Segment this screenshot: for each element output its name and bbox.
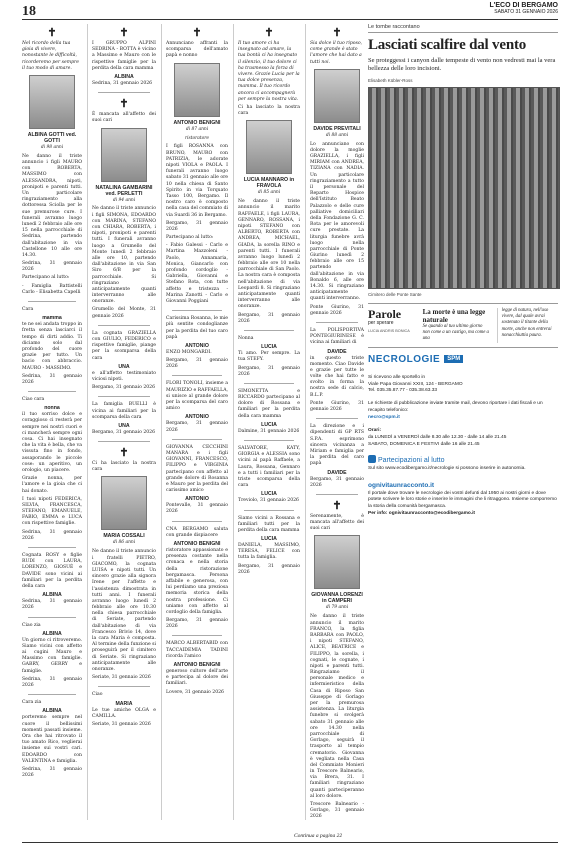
separator xyxy=(316,418,358,419)
separator xyxy=(28,694,76,695)
photo-caption: Cimitero delle Ponte Sante xyxy=(368,291,422,297)
dedication-date: Bergamo, 31 gennaio 2026 xyxy=(238,365,300,377)
deceased-role: ristoratore xyxy=(185,135,209,141)
obituary-text: Ne danno il triste annuncio i figli MAURO con ROBERTA, MASSIMO con ALESSANDRA, nipoti, pronipoti e parenti tutti. Un particolare ringraziamento alla dottoressa Sciolla per le sue premurose cure. I funerali avranno luogo lunedì 2 febbraio alle ore 15 nella parrocchiale di Sedrina, partendo dall'abitazione in via Castellone 10 alle ore 14.30. xyxy=(22,153,82,258)
cross-icon: ✝ xyxy=(192,26,202,39)
deceased-photo xyxy=(101,128,147,182)
masthead-date: SABATO 31 GENNAIO 2026 xyxy=(494,9,558,15)
hours-weekdays: da LUNEDÌ a VENERDÌ dalle 8.30 alle 12.30 - dalle 14 alle 21.45 xyxy=(368,435,507,441)
dedication-text: in questo triste momento. Ciao Davide e grazie per tutte le volte che hai fatto e svolto in forma la nostra sede di calcio, B.L.P. xyxy=(310,355,364,398)
participants-title: Partecipano al lutto: xyxy=(166,235,214,241)
separator xyxy=(244,330,294,331)
info-icon xyxy=(368,455,376,463)
separator xyxy=(28,301,76,302)
dedication-text: FLORI TONOLI, insieme a MAURIZIO e RAFFAELLA, si unisce al grande dolore per la scomparsa del caro amico xyxy=(166,381,228,412)
dedication-date: Bergamo, 31 gennaio 2026 xyxy=(166,618,228,630)
dedication-name: ALBINA xyxy=(42,630,62,637)
dedication-opening: Ciao cara xyxy=(22,397,45,403)
obituary-date: Trescore Balneario - Gorlago, 31 gennaio 2026 xyxy=(310,802,364,820)
deceased-photo xyxy=(246,120,292,174)
deceased-name: DAVIDE PREVITALI xyxy=(313,125,361,132)
dedication-date: Bergamo, 31 gennaio 2026 xyxy=(92,385,156,391)
online-requests: Le richieste di pubblicazione inviate tramite mail, devono riportare i dati fiscali e un recapito telefonico: xyxy=(368,401,543,414)
separator xyxy=(316,494,358,495)
dedication-text: SALVATORE, KATY, GIORGIA e ALESSIA sono vicini al papà Raffaele, a Laura, Rossana, Gennaro e a tutti i familiari per la triste scomparsa della cara xyxy=(238,446,300,489)
participants-list: - Fabio Galessi - Carlo e Martina Mazzoleni - Paolo, Annamaria, Monica, Giancarlo con profondo cordoglio - Gabriella, Giovanni e Stefano Rota, con tutte affetto e tristezza - Marina Zanotti - Carlo e Giovanni Poggiani xyxy=(166,243,228,304)
obituary-column-4 xyxy=(238,24,300,820)
dedication-name: ANTONIO xyxy=(185,414,209,421)
dedication-text: Carissima Rosanna, le mie più sentite condoglianze per la perdita del tuo caro papà xyxy=(166,316,228,340)
column-rule xyxy=(305,24,306,820)
dedication-name: ALBINA xyxy=(42,592,62,599)
feature-headline: Lasciati scalfire dal vento xyxy=(368,37,527,53)
obituary-text: Ne danno il triste annuncio i fratelli PIETRO, GIACOMO, la cognata LUISA e nipoti tutti. Un sincero grazie alla signora Irene per l'affetto e l'assistenza dimostrata in tutti anni. I funerali avranno luogo lunedì 2 febbraio alle ore 10.30 nella chiesa parrocchiale di Seriate, partendo dall'abitazione di via Francesco Brivio 14, dove la cara Maria è composta. Al termine della funzione si proseguirà per il cimitero di Seriate. Si ringraziano anticipatamente alle onoranze. xyxy=(92,549,156,672)
dedication-text: Ti amo. Per sempre. La tua STEFY. xyxy=(238,351,300,363)
dedication-date: Lovere, 31 gennaio 2026 xyxy=(166,689,224,695)
dedication-date: Sedrina, 31 gennaio 2026 xyxy=(22,766,82,779)
cemetery-photo xyxy=(368,87,560,289)
sponsor-text: Il portale dove trovare le necrologie dei vostri defunti dal 1950 ai nostri giorni e dove potete scrivere le loro storie e inserire le immagini che li ritraggono. Insieme comporremo la storia della comunità bergamasca. xyxy=(368,490,557,510)
masthead-title: L'ECO DI BERGAMO xyxy=(489,2,558,9)
dedication-date: Dalmine, 31 gennaio 2026 xyxy=(238,428,300,434)
parole-quote-continued: legge di natura, nell'uso vivere, dal quale avrai sostenuto il titante della morte, anche non entrerai nonacchiuttia paura. xyxy=(497,308,558,343)
dedication-text: GIOVANNA CECCHINI MANARA e i figli GIOVANNI, FRANCESCO, FILIPPO e VIRGINIA partecipano con affetto al grande dolore di Rosanna e Mauro per la perdita del carissimo amico xyxy=(166,444,228,494)
dedication-text: CNA BERGAMO saluta con grande dispiacere xyxy=(166,526,228,538)
dedication-name: ALBINA xyxy=(114,73,134,80)
obituary-quote: Il tuo amore ci ha insegnato ad amare, la tua bontà ci ha insegnato il silenzio, il tuo dolore ci ha trasmesso la forza di vivere. Grazie Lucia per la tua dolce presenza, mamma. Il tuo ricordo ancora ci accompagnerà per sempre la nostra vita. xyxy=(238,41,300,102)
dedication-name: UNA xyxy=(118,363,130,370)
dedication-text: Le tue amiche OLGA e CAMILLA. xyxy=(92,707,156,719)
deceased-name: NATALINA GAMBARINI ved. PERLETTI xyxy=(95,184,153,197)
deceased-name: ANTONIO BENIGNI xyxy=(173,119,221,126)
feature-panel xyxy=(368,24,558,518)
dedication-date: Bergamo, 31 gennaio 2026 xyxy=(310,476,364,488)
obituary-date: Ponte Giurino, 31 gennaio 2026 xyxy=(310,304,364,316)
necrologie-info xyxy=(368,375,558,519)
obituary-opening: Annunciano affranti la scomparsa dell'amato papà e nonno xyxy=(166,41,228,59)
dedication-text: il tuo sorriso dolce e coraggioso ci resterà per sempre nei nostri cuori e ci mancherà sempre ogni cosa. Ci hai insegnato che la vita è bella, che va vissuta fino in fondo, assaporando le piccole cose: un aperitivo, un orologio, un piacere. xyxy=(22,412,82,473)
cross-icon: ✝ xyxy=(119,446,129,460)
partecipazioni-title xyxy=(368,455,558,466)
deceased-name: MARIA COSSALI xyxy=(103,533,145,540)
top-rule xyxy=(22,19,558,20)
hours-weekend: SABATO, DOMENICA E FESTIVI dalle 16 alle 21.45 xyxy=(368,442,480,448)
dedication-text: Un giorno ci ritroveremo. Siamo vicini con affetto ai cugini Mauro e Massimo con famiglie. GABRY, GERRY e famiglie. xyxy=(22,637,82,674)
obituary-quote: Sia dolce il tuo riposo, come grande è stato l'amore che hai dato a tutti noi. xyxy=(310,41,363,65)
section-kicker: Le tombe raccontano xyxy=(368,24,558,33)
dedication-text: ENZO MONGARDI. xyxy=(166,349,212,355)
deceased-photo xyxy=(314,69,360,123)
deceased-age: di 79 anni xyxy=(325,605,349,611)
accept-phone: Tel. 035.35.87.77 - 035.38.63.33 xyxy=(368,388,438,394)
column-rule xyxy=(233,24,234,820)
dedication-date: Ponte Giurino, 31 gennaio 2026 xyxy=(310,400,364,412)
participants-title: Partecipano al lutto: xyxy=(22,275,70,281)
dedication-opening: Cara xyxy=(22,307,34,312)
page-number: 18 xyxy=(22,4,36,19)
masthead xyxy=(489,2,558,15)
separator xyxy=(28,547,76,548)
hours-title: Orari: xyxy=(368,428,382,434)
dedication-date: Seriate, 31 gennaio 2026 xyxy=(92,721,151,727)
dedication-text: te ne sei andata troppo in fretta senza lasciarci il tempo di dirti addio. Ti diciamo solo dal profondo del cuore grazie per tutto. Un bacio con abbraccio. MAURO - MASSIMO. xyxy=(22,322,82,371)
parole-box xyxy=(368,303,558,348)
obituary-date: Grumello del Monte, 31 gennaio 2026 xyxy=(92,307,156,319)
feature-lead: Se proteggessi i canyon dalle tempeste di vento non vedresti mai la vera bellezza delle loro incisioni. xyxy=(368,57,556,73)
dedication-date: Pontevalle, 31 gennaio 2026 xyxy=(166,503,228,515)
deceased-photo xyxy=(174,63,220,117)
obituary-column-2 xyxy=(92,24,156,820)
separator xyxy=(98,686,150,687)
dedication-name: ANTONIO xyxy=(185,342,209,349)
separator xyxy=(172,635,222,636)
dedication-text: generoso cultore dell'arte e partecipa al dolore dei familiari. xyxy=(166,669,228,687)
separator xyxy=(98,92,150,93)
parole-quote-text: Se quando al tuo ultimo giorno non come a un castigo, ma come a una xyxy=(422,323,489,342)
dedication-date: Bergamo, 31 gennaio 2026 xyxy=(92,429,156,435)
dedication-date: Sedrina, 31 gennaio 2026 xyxy=(22,599,82,611)
parole-quote-title: La morte è una legge naturale xyxy=(422,307,486,324)
parole-subtitle: per sperare xyxy=(368,319,394,326)
dedication-text: La cognata GRAZIELLA con GIULIO, FEDERICO e rispettive famiglie, piange per la scomparsa della cara xyxy=(92,330,156,361)
deceased-age: di 86 anni xyxy=(112,540,136,546)
separator xyxy=(172,439,222,440)
obituary-opening: Ci ha lasciato la nostra cara xyxy=(92,461,156,473)
dedication-text: Cognata ROSY e figlie RUDI con LAURA, LORENZO, GIOSUÈ e DAVIDE sono vicini ai familiari per la perdita della cara xyxy=(22,553,82,589)
obituary-date: Seriate, 31 gennaio 2026 xyxy=(92,675,151,681)
dedication-name: LUCIA xyxy=(261,536,277,543)
cross-icon: ✝ xyxy=(47,26,57,39)
dedication-text: e all'affetto testimoniato viciosi nipoti. xyxy=(92,370,156,382)
separator xyxy=(244,440,294,441)
dedication-name: nonna xyxy=(44,405,60,412)
separator xyxy=(28,617,76,618)
dedication-date: Bergamo, 31 gennaio 2026 xyxy=(238,563,300,575)
column-rule xyxy=(87,24,88,820)
obituary-column-5 xyxy=(310,24,364,820)
parole-title: Parole xyxy=(368,306,402,321)
deceased-age: di 94 anni xyxy=(112,197,136,203)
dedication-name: DAVIDE xyxy=(327,348,347,355)
obituary-opening: È mancata all'affetto dei suoi cari xyxy=(92,112,156,124)
cross-icon: ✝ xyxy=(119,26,129,39)
necrologie-header xyxy=(368,354,558,365)
column-rule xyxy=(161,24,162,820)
obituary-text: Ne danno il triste annuncio il marito RAFFAELE, i figli LAURA, GENNARO, ROSSANA, i nipoti STEFANO con ALBERTO, ROBERTA con ANDREA, MICHAEL, GIADA, la sorella RINO e parenti tutti. I funerali avranno luogo lunedì 2 febbraio alle ore 10 nella parrocchiale di San Paolo. La nostra cara è composta nell'abitazione di via Leopardi 8. Si ringraziano anticipatamente quanti interverranno alle onoranze. xyxy=(238,199,300,310)
spm-logo: SPM xyxy=(444,355,463,363)
dedication-text: DANIELA, MASSIMO, TERESA, FELICE con tutta la famiglia. xyxy=(238,543,300,561)
dedication-text: La direzione e i dipendenti di GP RTS S.P.A. esprimono sincera vicinanza a Miriam e famiglia per la perdita del caro papà xyxy=(310,424,364,467)
obituary-text: I figli ROSANNA con BRUNO, MAURO con PATRIZIA, le adorate nipoti VIOLA e PAOLA. I funerali avranno luogo sabato 31 gennaio alle ore 10 nella chiesa di Santo Spirito in via Torquato Tasso 100, Bergamo. Il nostro caro è composto nella casa del commiato di via Suardi 36 in Bergamo. xyxy=(166,144,228,218)
deceased-age: di 98 anni xyxy=(40,144,64,150)
email-link[interactable]: necro@spm.it xyxy=(368,415,400,421)
quote-author: Elisabeth Kübler-Ross xyxy=(368,77,413,83)
dedication-text: I tuoi nipoti FEDERICA, SILVIA, FRANCESCA, STEFANO, EMANUELE, FABIO, EMMA e LUCA con rispettive famiglie. xyxy=(22,496,82,527)
dedication-name: MARIA xyxy=(115,700,133,707)
bottom-rule xyxy=(22,842,558,843)
dedication-text: SIMONETTA e RICCARDO partecipano al dolore di Rossana e familiari per la perdita della cara mamma xyxy=(238,388,300,419)
dedication-name: LUCIA xyxy=(261,421,277,428)
deceased-name: LUCIA MANNARO in FRAVOLA xyxy=(243,177,295,190)
obituary-date: Bergamo, 31 gennaio 2026 xyxy=(238,312,300,324)
continue-note: Continua a pagina 22 xyxy=(294,833,343,839)
dedication-text: Siamo vicini a Rossana e familiari tutti per la perdita della cara mamma xyxy=(238,515,300,533)
cross-icon: ✝ xyxy=(332,26,342,39)
obituary-column-1 xyxy=(22,24,82,820)
separator xyxy=(98,396,150,397)
accept-line-1: Si ricevono alle sportello in xyxy=(368,374,426,380)
obituary-date: Sedrina, 31 gennaio 2026 xyxy=(22,261,82,273)
deceased-name: GIOVANNA LORENZI in CAMPERI xyxy=(311,592,363,605)
dedication-date: Bergamo, 31 gennaio 2026 xyxy=(166,421,228,433)
dedication-date: Treviolo, 31 gennaio 2026 xyxy=(238,498,299,504)
deceased-photo xyxy=(29,75,75,129)
sponsor-site[interactable]: ognivitaunracconto.it xyxy=(368,482,435,490)
dedication-date: Bergamo, 31 gennaio 2026 xyxy=(166,358,228,370)
dedication-text: MARCO ALBERTABID con TACCAIDEMIA TADINI ricorda l'amico xyxy=(166,641,228,659)
separator xyxy=(244,383,294,384)
dedication-text: La famiglia BUELLI è vicina ai familiari per la scomparsa della cara xyxy=(92,402,156,420)
cross-icon: ✝ xyxy=(264,26,274,39)
dedication-text: ristoratore appassionato e presenza costante nella cronaca e nella storia della ristorazione bergamasca. Persona affabile e generosa, con lui perdiamo una preziosa memoria storica della nostra professione. Ci uniamo con affetto al cordoglio della famiglia. xyxy=(166,548,228,615)
deceased-age: di 87 anni xyxy=(185,126,209,132)
obituary-date: Bergamo, 31 gennaio 2026 xyxy=(166,220,228,232)
deceased-age: di 88 anni xyxy=(325,132,349,138)
separator xyxy=(316,322,358,323)
separator xyxy=(98,325,150,326)
obituary-opening: Serenamente, è mancata all'affetto dei suoi cari xyxy=(310,513,364,532)
dedication-name: ANTONIO BENIGNI xyxy=(173,541,221,547)
dedication-name: ALBINA xyxy=(42,708,62,715)
obituary-text: Lo annunciano con dolore la moglie GRAZIELLA, i figli MIRIAM con ANDREA, TIZIANA con NADIA. Un particolare ringraziamento a tutto il personale del Reparto Hospice dell'Istituto Beato Palazzolo e delle cure palliative domiciliari della Fondazione G. C. Rota per le amorevoli cure prestate. La liturgia funebre avrà luogo nella parrocchiale di Ponte Giurino lunedì 2 febbraio alle ore 15 partendo dall'abitazione in via Bonaldo 6, alle ore 14.30. Si ringraziano anticipatamente quanti interverranno. xyxy=(310,141,364,302)
sponsor-mail[interactable]: Per info: ognivitaunracconto@ecodibergamo.it xyxy=(368,511,476,517)
dedication-text: I GRUPPO ALPINI SEDRINA - BOTTA è vicino a Massimo e Mauro con le rispettive famiglie per la perdita della cara mamma xyxy=(92,41,156,71)
dedication-name: ANTONIO xyxy=(185,496,209,503)
dedication-opening: Ciao zia xyxy=(22,622,41,628)
dedication-date: Sedrina, 31 gennaio 2026 xyxy=(22,373,82,385)
partecipazioni-text: Sul sito www.ecodibergamo.it/necrologie si possono inserire in autonomia. xyxy=(368,466,526,472)
obituary-column-3 xyxy=(166,24,228,820)
parole-middle xyxy=(423,308,491,343)
dedication-name: LUCIA xyxy=(261,344,277,351)
obituary-quote: Nel ricordo della tua gioia di vivere, nonostante le difficoltà, ricorderemo per sempre il tuo modo di amare. xyxy=(22,41,79,71)
dedication-date: Sedrina, 31 gennaio 2026 xyxy=(22,529,82,541)
separator xyxy=(28,391,76,392)
dedication-name: DAVIDE xyxy=(327,469,347,476)
separator xyxy=(244,510,294,511)
dedication-date: Sedrina, 31 gennaio 2026 xyxy=(22,676,82,688)
deceased-name: ALBINA GOTTI ved. GOTTI xyxy=(27,131,77,144)
participants-list: - Famiglia Battistelli Carlo - Elisabetta Capelli xyxy=(22,283,82,295)
deceased-photo xyxy=(314,535,360,589)
partecipazioni-label: Partecipazioni al lutto xyxy=(377,457,445,464)
obituary-text: Ne danno il triste annuncio il marito FRANCO, la figlia BARBARA con PAOLO, i nipoti STEFANO, ALICE, BEATRICE e FILIPPO, la sorella, i cognati, le cognate, i nipoti e parenti tutti. Ringraziamo il personale medico e infermieristico della Casa di Riposo San Giuseppe di Gorlago per la premurosa assistenza. La liturgia funebre si svolgerà sabato 31 gennaio alle ore 14.30 nella parrocchiale di Gorlago, seguirà il trasporto al tempio crematorio. Giovanna è vegliata nella Casa del Commiato Monieri in Trescore Balneario, via Brera, 31. I familiari ringraziano quanti parteciperanno al loro dolore. xyxy=(310,614,364,799)
separator xyxy=(172,375,222,376)
dedication-opening: Cara zia xyxy=(22,700,42,706)
dedication-name: UNA xyxy=(118,422,130,429)
dedication-date: Sedrina, 31 gennaio 2026 xyxy=(92,80,153,86)
parole-author: LUCIA ANDRIS BONICA xyxy=(368,328,410,333)
obituary-opening: Ci ha lasciato la nostra cara xyxy=(238,104,300,117)
obituary-text: Ne danno il triste annuncio i figli SIMONA, EDOARDO con MARINA, STEFANO con CHIARA, ROBERTA, i nipoti, pronipoti e parenti tutti. I funerali avranno luogo a Grumello del Monte lunedì 2 febbraio alle ore 10, partendo dall'abitazione in via San Siro 6/B per la parrocchiale. Si ringraziano anticipatamente quanti interverranno alle onoranze. xyxy=(92,206,156,305)
dedication-opening: Nonna xyxy=(238,335,254,341)
separator xyxy=(172,521,222,522)
dedication-text: Grazie nonna, per l'amore e la gioia che ci hai donato. xyxy=(22,476,82,494)
dedication-opening: Ciao xyxy=(92,692,103,698)
cross-icon: ✝ xyxy=(332,498,342,512)
deceased-age: di 85 anni xyxy=(257,190,281,196)
parole-heading xyxy=(368,308,417,343)
deceased-photo xyxy=(101,476,147,530)
dedication-name: mamma xyxy=(42,315,62,322)
necrologie-title: NECROLOGIE xyxy=(368,353,441,365)
separator xyxy=(172,310,222,311)
dedication-text: La POLISPORTIVA PONTEGIURINESE è vicina ai familiari di xyxy=(310,327,364,346)
accept-address: Viale Papa Giovanni XXIII, 124 - BERGAMO xyxy=(368,381,463,387)
separator xyxy=(98,441,150,442)
dedication-name: ANTONIO BENIGNI xyxy=(173,662,221,668)
dedication-text: porteremo sempre nel cuore il bellissimi momenti passati insieme. Ora che hai ritrovato il tuo amato Rico, veglierai insieme sui vostri cari. EDOARDO con VALENTINA e famiglia. xyxy=(22,715,82,764)
cross-icon: ✝ xyxy=(119,97,129,111)
dedication-name: LUCIA xyxy=(261,491,277,498)
